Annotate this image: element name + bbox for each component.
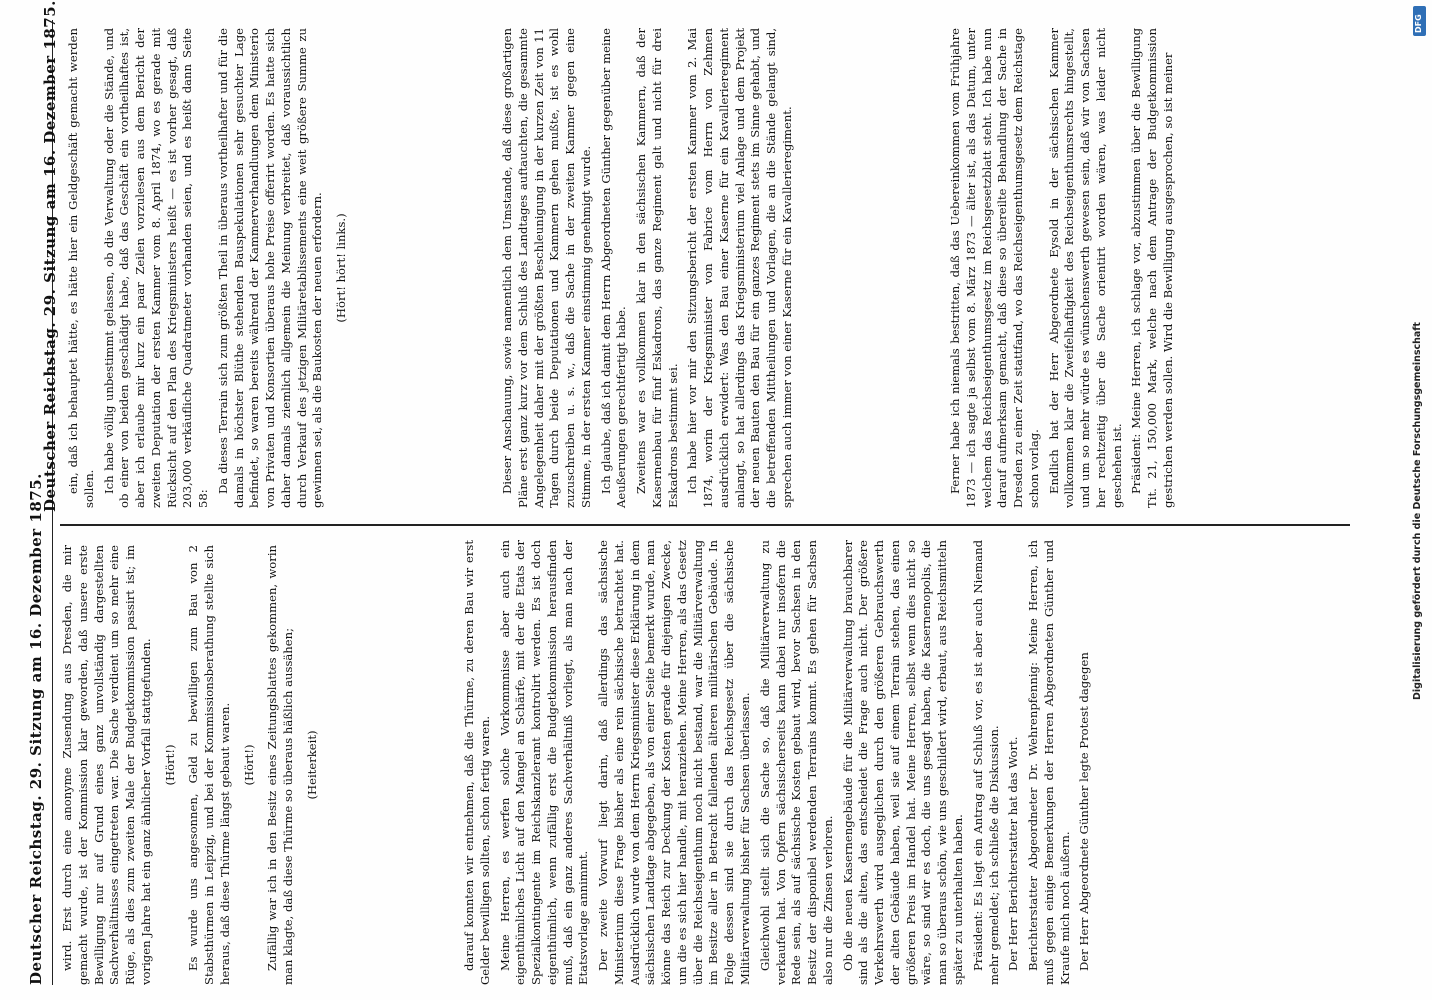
- funding-note: [1412, 322, 1423, 700]
- paragraph: Ich habe hier vor mir den Sitzungsbericht der ersten Kammer vom 2. Mai 1874, worin der Kriegsminister von Fabrice vom Herrn von Zehmen ausdrücklich erwidert: Was den Bau einer Kaserne für ein Kavallerieregiment anlangt, so hat allerdings das Kriegsministerium viel Anlage und dem Projekt der neuen Bauten den Bau für ein ganzes Regiment stets im Sinne gehabt, und die betreffenden Mittheilungen und Vorlagen, die an die Stände gelangt sind, sprechen auch immer von einer Kaserne für ein Kavallerieregiment.: [685, 28, 795, 508]
- right-page-text-block-c: [948, 28, 1358, 508]
- interjection: (Hört!): [162, 744, 177, 786]
- paragraph: Es wurde uns angesonnen, Geld zu bewilligen zum Bau von 2 Stabsthürmen in Leipzig, und bei der Kommissionsberathung stellte sich heraus, daß diese Thürme längst gebaut waren.: [186, 545, 232, 985]
- paragraph: Der Herr Abgeordnete Günther legte Protest dagegen: [1077, 652, 1092, 971]
- paragraph: darauf konnten wir entnehmen, daß die Thürme, zu deren Bau wir erst Gelder bewilligen sollten, schon fertig waren.: [462, 540, 492, 985]
- right-page-header: [40, 0, 60, 512]
- paragraph: Endlich hat der Herr Abgeordnete Eysold in der sächsischen Kammer vollkommen klar die Zweifelhaftigkeit des Reichseigenthumsrechts hingestellt, und um so mehr würde es wünschenswerth gewesen sein, daß wir von Sachsen her rechtzeitig über die Sache orientirt worden wären, was leider nicht geschehen ist.: [1046, 28, 1124, 508]
- paragraph: Der Herr Berichterstatter hat das Wort.: [1006, 736, 1021, 971]
- left-page-column-1: [60, 545, 460, 985]
- left-page-header: [26, 473, 46, 985]
- paragraph: Meine Herren, es werfen solche Vorkommnisse aber auch ein eigenthümliches Licht auf den Mangel an Schärfe, mit der die Etats der Spezialkontingente im Reichskanzleramt kontrolirt werden. Es ist doch eigenthümlich, wenn zufällig erst die Budgetkommission herausfinden muß, daß ein ganz anderes Sachverhältniß vorliegt, als man nach der Etatsvorlage annimmt.: [497, 540, 591, 985]
- paragraph: Ich glaube, daß ich damit dem Herrn Abgeordneten Günther gegenüber meine Aeußerungen gerechtfertigt habe.: [598, 28, 629, 508]
- paragraph: Ich habe völlig unbestimmt gelassen, ob die Verwaltung oder die Stände, und ob einer von beiden geschädigt habe, daß das Geschäft ein vortheilhaftes ist, aber ich erlaube mir kurz ein paar Zeilen vorzulesen aus dem Bericht der zweiten Deputation der ersten Kammer vom 8. April 1874, wo es gerade mit Rücksicht auf den Plan des Kriegsministers heißt — es ist vorher gesagt, daß 203,000 verkäufliche Quadratmeter vorhanden seien, und es heißt dann Seite 58:: [101, 28, 211, 508]
- paragraph: Ob die neuen Kasernengebäude für die Militärverwaltung brauchbarer sind als die alten, das entscheidet die Frage auch nicht. Der größere Verkehrswerth wird ausgeglichen durch den größeren Gebrauchswerth der alten Gebäude haben, weil sie auf einem Terrain stehen, das einen größeren Preis im Handel hat. Meine Herren, selbst wenn dies nicht so wäre, so sind wir es doch, die uns gesagt haben, die Kasernenopolis, die man so überaus schön, wie uns geschildert wird, erbaut, aus Reichsmitteln später zu unterhalten haben.: [840, 540, 965, 985]
- funding-note-text: Digitalisierung gefördert durch die Deutsche Forschungsgemeinschaft: [1412, 322, 1423, 700]
- paragraph: Dieser Anschauung, sowie namentlich dem Umstande, daß diese großartigen Pläne erst ganz kurz vor dem Schluß des Landtages auftauchten, die gesammte Angelegenheit daher mit der größten Beschleunigung in der kurzen Zeit von 11 Tagen durch beide Deputationen und Kammern gehen mußte, ist es wohl zuzuschreiben u. s. w., daß die Sache in der zweiten Kammer gegen eine Stimme, in der ersten Kammer einstimmig genehmigt wurde.: [500, 28, 593, 508]
- interjection: (Hört! hört! links.): [334, 213, 349, 323]
- paragraph: Gleichwohl stellt sich die Sache so, daß die Militärverwaltung zu verkaufen hat. Von Opfern sächsischerseits kann dabei nur insofern die Rede sein, als auf sächsische Kosten gebaut wird, bevor Sachsen in den Besitz der disponibel werdenden Terrains kommt. Es gehen für Sachsen also nur die Zinsen verloren.: [757, 540, 835, 985]
- interjection: (Hört!): [241, 744, 256, 786]
- paragraph: Präsident: Es liegt ein Antrag auf Schluß vor, es ist aber auch Niemand mehr gemeldet; ich schließe die Diskussion.: [970, 540, 1001, 985]
- interjection: (Heiterkeit): [304, 730, 319, 800]
- page-divider: [60, 524, 1350, 526]
- left-header-text: Deutscher Reichstag. 29. Sitzung am 16. Dezember 1875.: [27, 473, 45, 985]
- dfg-logo: [1413, 6, 1426, 36]
- paragraph: Der zweite Vorwurf liegt darin, daß allerdings das sächsische Ministerium diese Frage bisher als eine rein sächsische betrachtet hat. Ausdrücklich wurde von dem Herrn Kriegsminister diese Erklärung in dem sächsischen Landtage abgegeben, als von einer Seite bemerkt wurde, man könne das Reich zur Deckung der Kosten gerade für diejenigen Zwecke, um die es sich hier handle, mit heranziehen. Meine Herren, als das Gesetz über die Reichseigenthum noch nicht bestand, war die Militärverwaltung im Besitze aller in Betracht fallenden älteren militärischen Gebäude. In Folge dessen sind sie durch das Reichsgesetz über die sächsische Militärverwaltung bisher für Sachsen überlassen.: [596, 540, 753, 985]
- paragraph: wird. Erst durch eine anonyme Zusendung aus Dresden, die mir gemacht wurde, ist der Kommission klar geworden, daß unsere erste Bewilligung nur auf Grund eines ganz unvollständig dargestellten Sachverhältnisses eingetreten war. Die Sache verdient um so mehr eine Rüge, als dies zum zweiten Male der Budgetkommission passirt ist; im vorigen Jahre hat ein ganz ähnlicher Vorfall stattgefunden.: [60, 545, 153, 985]
- paragraph: Da dieses Terrain sich zum größten Theil in überaus vortheilhafter und für die damals in höchster Blüthe stehenden Bauspekulationen sehr gesuchter Lage befindet, so waren bereits während der Kammerverhandlungen dem Ministerio von Privaten und Konsortien überaus hohe Preise offerirt worden. Es hatte sich daher damals ziemlich allgemein die Meinung verbreitet, daß voraussichtlich durch Verkauf des jetzigen Militäretablissements eine weit größere Summe zu gewinnen sei, als die Baukosten der neuen erfordern.: [215, 28, 325, 508]
- paragraph: Berichterstatter Abgeordneter Dr. Wehrenpfennig: Meine Herren, ich muß gegen einige Bemerkungen der Herren Abgeordneten Günther und Kraufe mich noch äußern.: [1026, 540, 1072, 985]
- paragraph: Zweitens war es vollkommen klar in den sächsischen Kammern, daß der Kasernenbau für fünf Eskadrons, das ganze Regiment galt und nicht für drei Eskadrons bestimmt sei.: [634, 28, 680, 508]
- dfg-logo-text: DFG: [1414, 14, 1423, 33]
- paragraph: Zufällig war ich in den Besitz eines Zeitungsblattes gekommen, worin man klagte, daß diese Thürme so überaus häßlich aussähen;: [265, 545, 296, 985]
- paragraph: Ferner habe ich niemals bestritten, daß das Uebereinkommen vom Frühjahre 1873 — ich sagte ja selbst vom 8. März 1873 — älter ist, als das Datum, unter welchem das Reichseigenthumsgesetz im Reichsgesetzblatt steht. Ich habe nun darauf aufmerksam gemacht, daß diese so übereilte Behandlung der Sache in Dresden zu einer Zeit stattfand, wo das Reichseigenthumsgesetz dem Reichstage schon vorlag.: [948, 28, 1041, 508]
- right-page-text-block-a: [66, 28, 486, 508]
- right-header-text: Deutscher Reichstag. 29. Sitzung am 16. Dezember 1875.: [41, 0, 59, 512]
- paragraph: ein, daß ich behauptet hätte, es hätte hier ein Geldgeschäft gemacht werden sollen.: [66, 28, 96, 508]
- left-page-column-2: [462, 540, 1092, 985]
- paragraph: Präsident: Meine Herren, ich schlage vor, abzustimmen über die Bewilligung Tit. 21, 150,000 Mark, welche nach dem Antrage der Budgetkommission gestrichen werden sollen. Wird die Bewilligung ausgesprochen, so ist meiner: [1129, 28, 1175, 508]
- right-page-text-block-b: [500, 28, 940, 508]
